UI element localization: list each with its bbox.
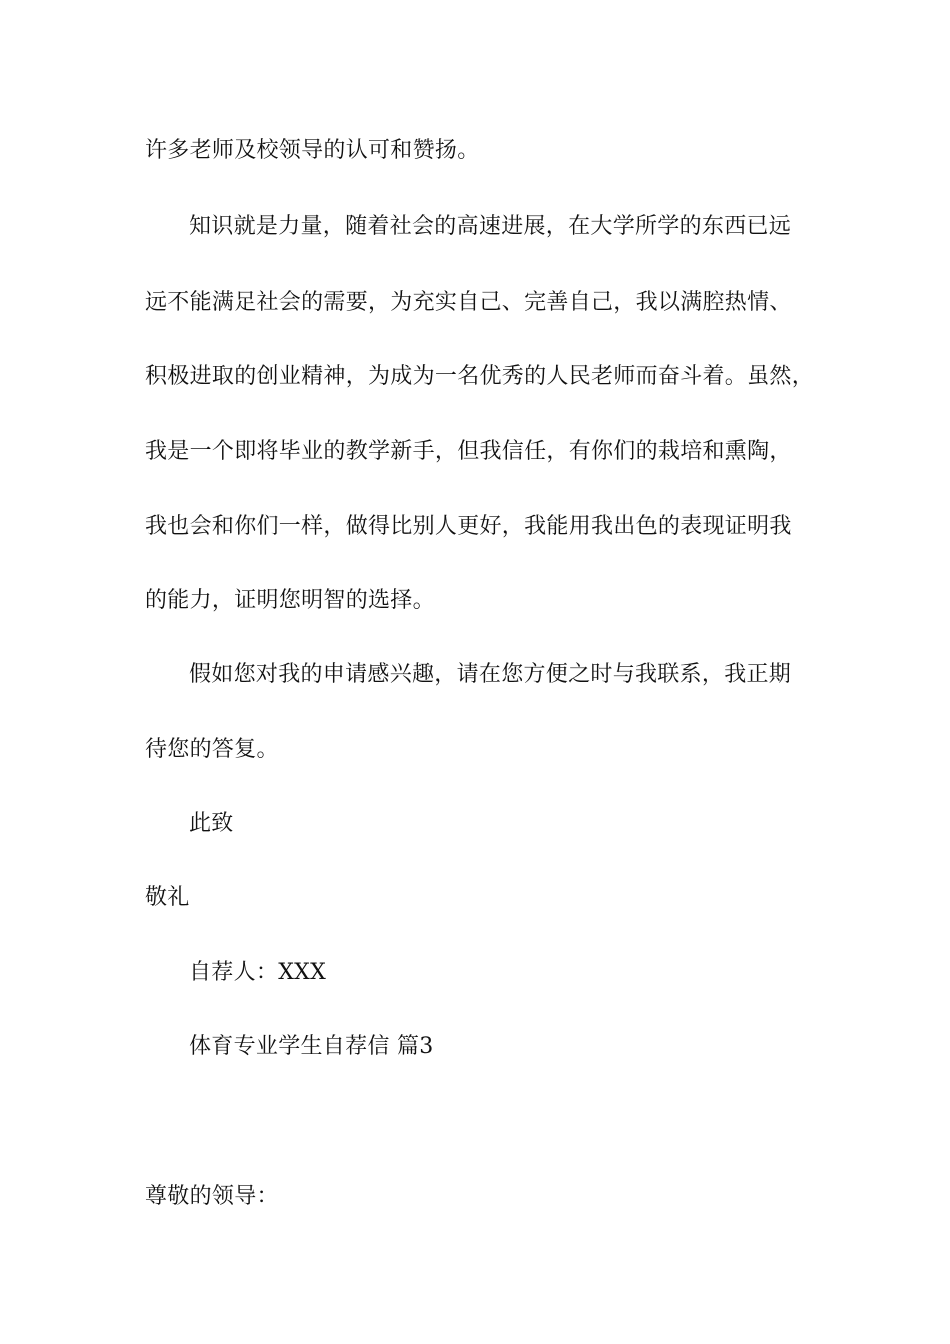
paragraph-line: 我是一个即将毕业的教学新手，但我信任，有你们的栽培和熏陶， xyxy=(145,439,792,464)
paragraph-line: 的能力，证明您明智的选择。 xyxy=(145,588,435,613)
section-title: 体育专业学生自荐信 篇3 xyxy=(189,1034,434,1059)
paragraph-line: 远不能满足社会的需要，为充实自己、完善自己，我以满腔热情、 xyxy=(145,290,792,315)
paragraph-line: 许多老师及校领导的认可和赞扬。 xyxy=(145,138,480,163)
paragraph-line: 积极进取的创业精神，为成为一名优秀的人民老师而奋斗着。虽然， xyxy=(145,364,815,389)
signature-line: 自荐人：XXX xyxy=(189,960,327,985)
salutation-closing: 敬礼 xyxy=(145,885,190,910)
closing-phrase: 此致 xyxy=(189,811,234,836)
paragraph-line: 我也会和你们一样，做得比别人更好，我能用我出色的表现证明我 xyxy=(145,514,792,539)
paragraph-line: 待您的答复。 xyxy=(145,737,279,762)
paragraph-line: 假如您对我的申请感兴趣，请在您方便之时与我联系，我正期 xyxy=(189,662,792,687)
paragraph-line: 知识就是力量，随着社会的高速进展，在大学所学的东西已远 xyxy=(189,214,792,239)
greeting-line: 尊敬的领导： xyxy=(145,1184,279,1209)
